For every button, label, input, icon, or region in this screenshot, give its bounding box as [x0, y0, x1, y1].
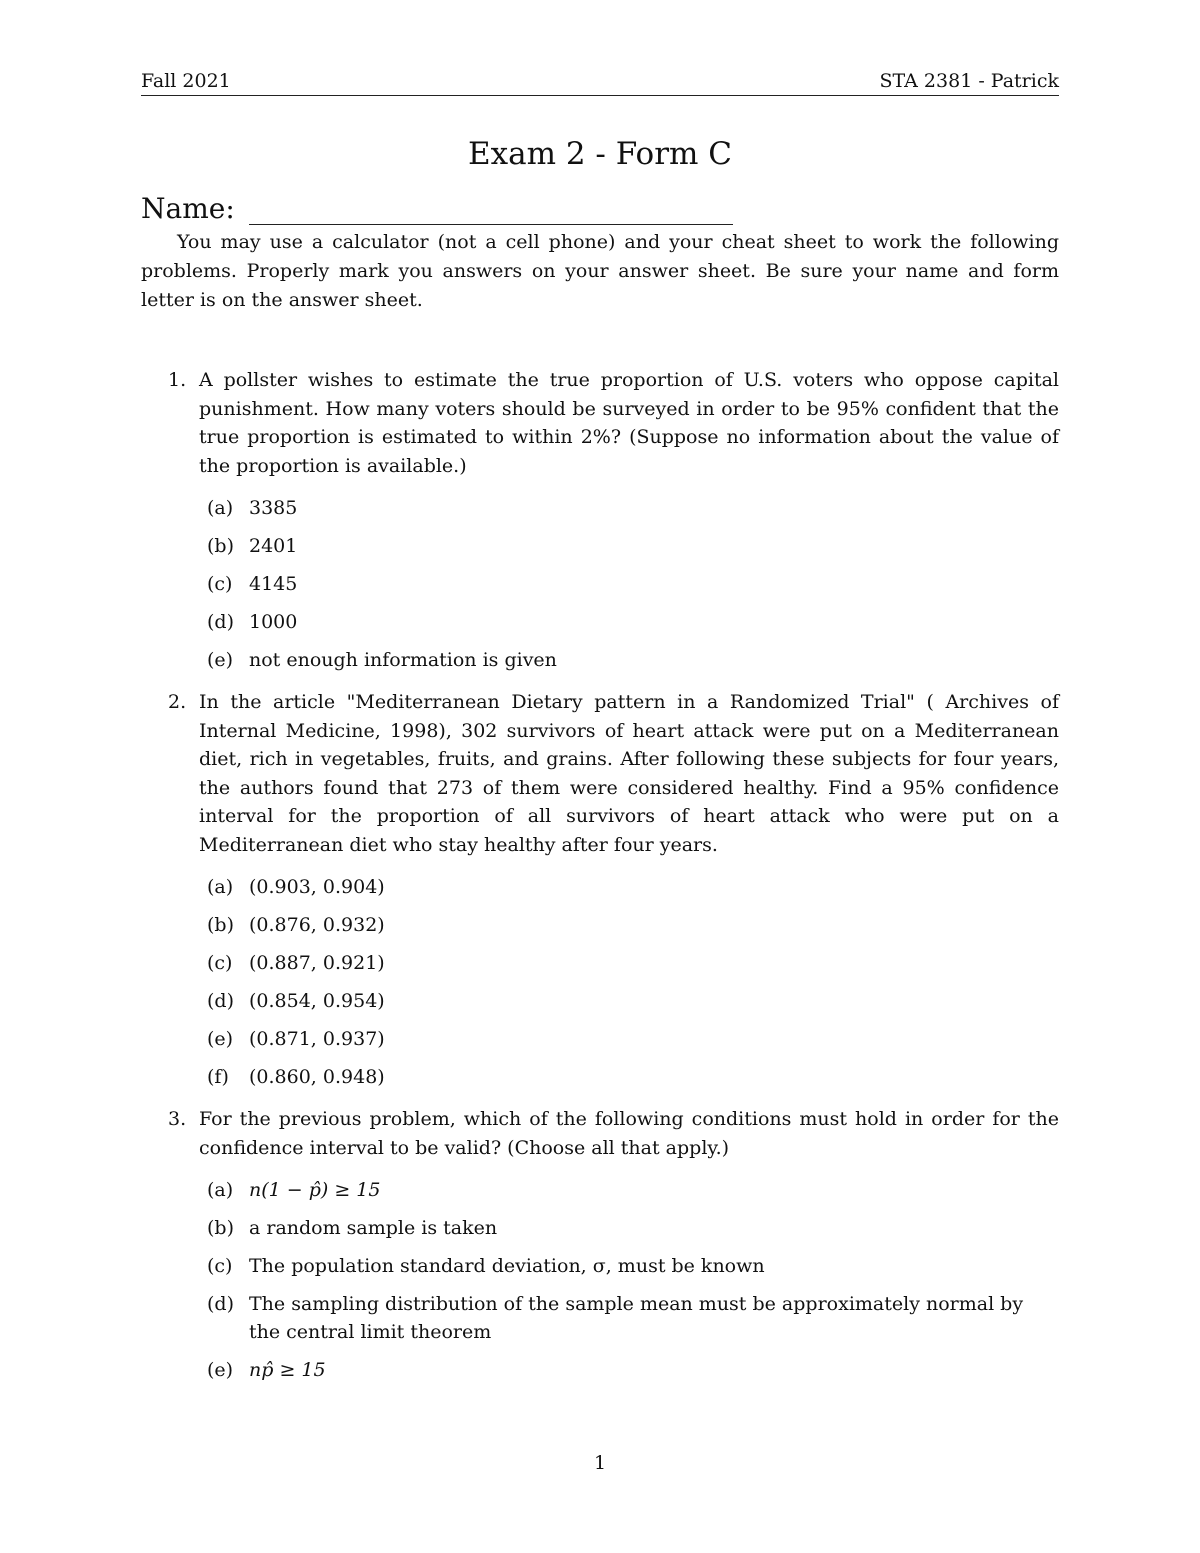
answer-option [199, 570, 1059, 598]
option-letter: (f) [207, 1066, 229, 1088]
page-number: 1 [593, 1452, 607, 1474]
name-label: Name: [141, 192, 235, 225]
option-letter: (c) [207, 573, 233, 595]
option-letter: (c) [207, 952, 233, 974]
question-number: 3. [168, 1108, 187, 1130]
option-letter: (b) [207, 1217, 234, 1239]
answer-option [199, 608, 1059, 636]
option-text: 1000 [249, 611, 298, 633]
answer-option [199, 949, 1059, 977]
option-letter: (e) [207, 649, 234, 671]
option-text: (0.871, 0.937) [249, 1028, 385, 1050]
option-text: 4145 [249, 573, 298, 595]
option-letter: (c) [207, 1255, 233, 1277]
page-header [141, 66, 1059, 96]
answer-option [199, 1356, 1059, 1384]
answer-option [199, 1063, 1059, 1091]
question-text: A pollster wishes to estimate the true proportion of U.S. voters who oppose capital punishment. How many voters should be surveyed in order to be 95% confident that the true proportion is estimated to within 2%? (Suppose no information about the value of the proportion is available.) [199, 369, 1059, 477]
answer-option [199, 911, 1059, 939]
header-course: STA 2381 - Patrick [879, 70, 1059, 92]
option-letter: (a) [207, 497, 234, 519]
option-letter: (b) [207, 535, 234, 557]
option-text: The population standard deviation, σ, must be known [249, 1255, 765, 1277]
answer-options [199, 1176, 1059, 1384]
option-text: (0.876, 0.932) [249, 914, 385, 936]
answer-options [199, 494, 1059, 674]
answer-option [199, 646, 1059, 674]
option-text: n(1 − p̂) ≥ 15 [249, 1179, 381, 1201]
option-text: (0.903, 0.904) [249, 876, 385, 898]
option-letter: (e) [207, 1359, 234, 1381]
question-1 [141, 366, 1059, 674]
question-list [141, 366, 1059, 1394]
option-letter: (e) [207, 1028, 234, 1050]
question-text: In the article "Mediterranean Dietary pattern in a Randomized Trial" ( Archives of Internal Medicine, 1998), 302 survivors of heart attack were put on a Mediterranean diet, rich in vegetables, fruits, and grains. After following these subjects for four years, the authors found that 273 of them were considered healthy. Find a 95% confidence interval for the proportion of all survivors of heart attack who were put on a Mediterranean diet who stay healthy after four years. [199, 691, 1059, 856]
option-letter: (d) [207, 990, 234, 1012]
name-blank-line[interactable] [249, 198, 733, 225]
option-text: not enough information is given [249, 649, 557, 671]
option-text: a random sample is taken [249, 1217, 498, 1239]
name-row [141, 192, 733, 225]
option-letter: (d) [207, 1293, 234, 1315]
answer-option [199, 1025, 1059, 1053]
option-letter: (a) [207, 876, 234, 898]
answer-option [199, 494, 1059, 522]
option-text: 2401 [249, 535, 298, 557]
instructions: You may use a calculator (not a cell phone) and your cheat sheet to work the following problems. Properly mark you answers on your answer sheet. Be sure your name and form letter is on the answer sheet. [141, 231, 1059, 311]
question-2 [141, 688, 1059, 1091]
answer-option [199, 1252, 1059, 1280]
option-text: (0.887, 0.921) [249, 952, 385, 974]
question-text: For the previous problem, which of the following conditions must hold in order for the confidence interval to be valid? (Choose all that apply.) [199, 1108, 1059, 1159]
question-number: 2. [168, 691, 187, 713]
page-title: Exam 2 - Form C [467, 136, 732, 172]
option-text: 3385 [249, 497, 298, 519]
option-text: (0.860, 0.948) [249, 1066, 385, 1088]
answer-options [199, 873, 1059, 1091]
answer-option [199, 873, 1059, 901]
answer-option [199, 1214, 1059, 1242]
question-number: 1. [168, 369, 187, 391]
answer-option [199, 1176, 1059, 1204]
option-text: np̂ ≥ 15 [249, 1359, 326, 1381]
option-text: The sampling distribution of the sample mean must be approximately normal by the central limit theorem [249, 1293, 1024, 1343]
question-3 [141, 1105, 1059, 1384]
option-letter: (d) [207, 611, 234, 633]
option-text: (0.854, 0.954) [249, 990, 385, 1012]
answer-option [199, 532, 1059, 560]
answer-option [199, 987, 1059, 1015]
option-letter: (b) [207, 914, 234, 936]
answer-option [199, 1290, 1059, 1346]
option-letter: (a) [207, 1179, 234, 1201]
header-term: Fall 2021 [141, 70, 231, 92]
